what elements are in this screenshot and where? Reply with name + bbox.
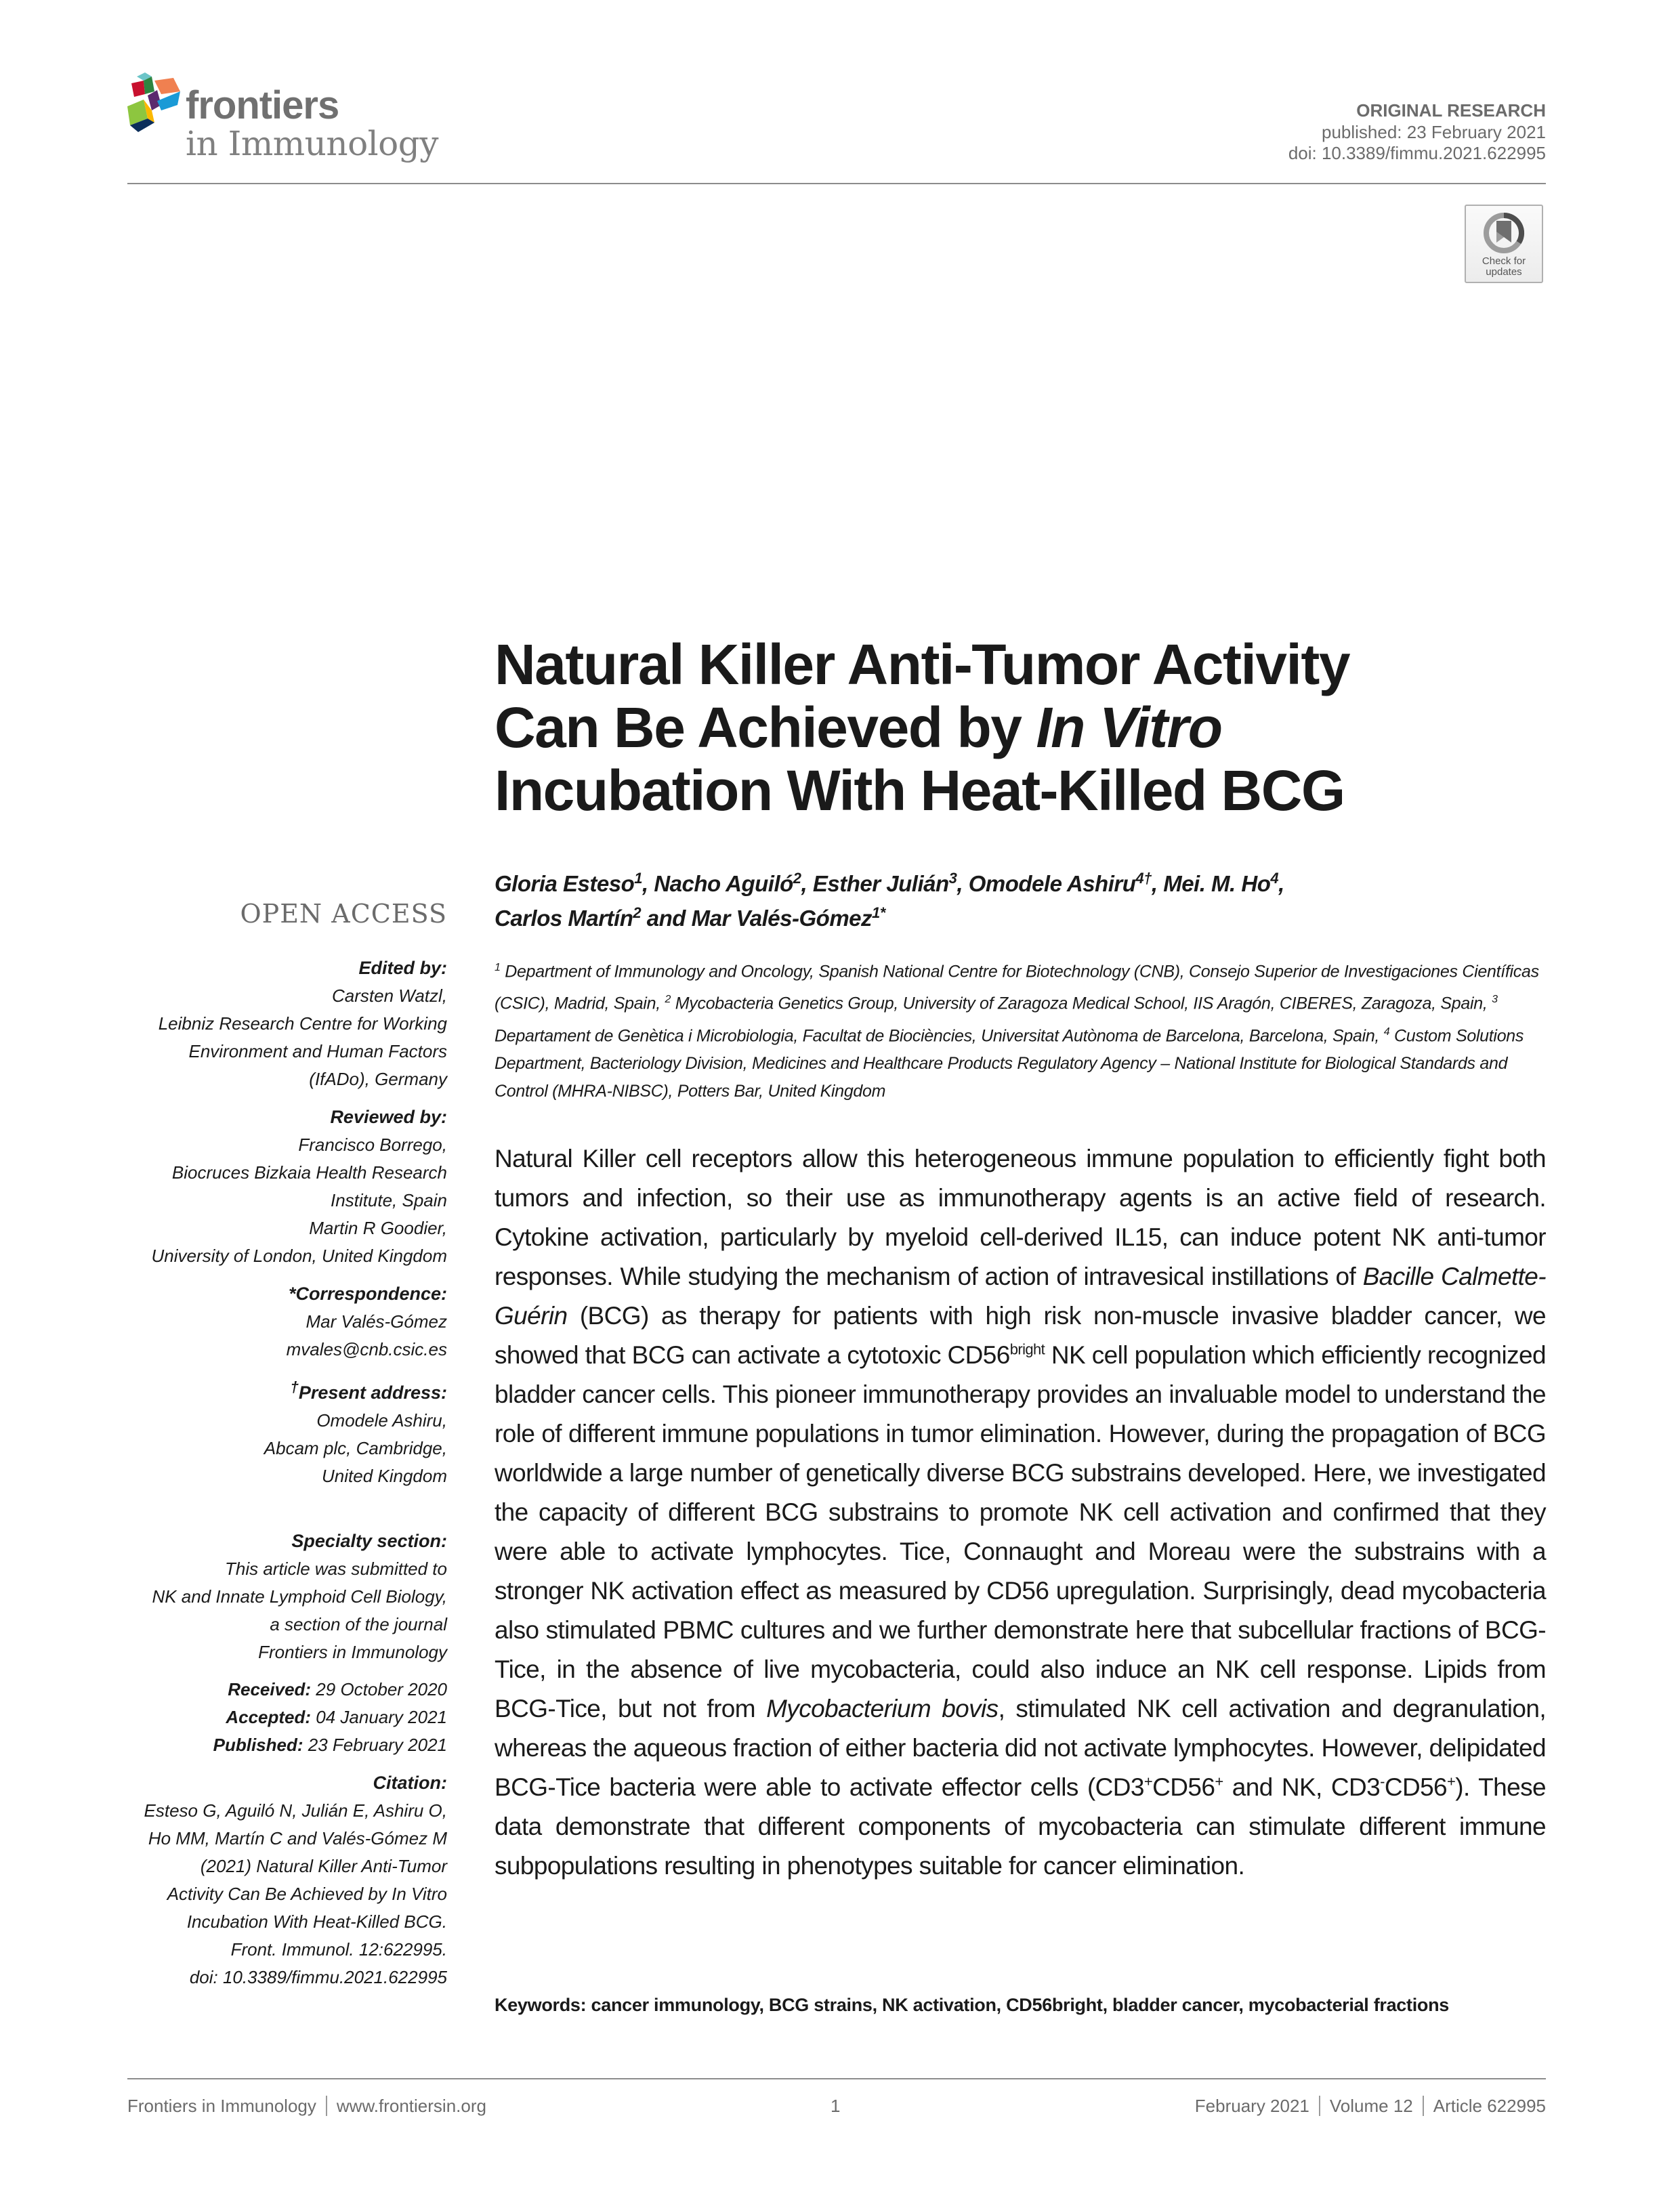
correspondent-email-link[interactable]: mvales@cnb.csic.es bbox=[286, 1339, 447, 1359]
title-line-1: Natural Killer Anti-Tumor Activity bbox=[495, 633, 1350, 696]
reviewer-name[interactable]: Francisco Borrego, bbox=[298, 1135, 447, 1155]
author-name[interactable]: Esther Julián bbox=[812, 871, 949, 896]
published-date: published: 23 February 2021 bbox=[1321, 121, 1546, 142]
footer-date: February 2021 bbox=[1194, 2096, 1309, 2116]
article-meta-header bbox=[1288, 100, 1546, 165]
specialty-line: NK and Innate Lymphoid Cell Biology, bbox=[152, 1586, 447, 1607]
author-separator: , bbox=[642, 871, 654, 896]
abstract-sup: bright bbox=[1009, 1340, 1045, 1358]
affil-sup: 2 bbox=[665, 994, 671, 1006]
badge-label-line1: Check for bbox=[1482, 255, 1526, 267]
open-access-label: OPEN ACCESS bbox=[240, 899, 447, 929]
published-value: 23 February 2021 bbox=[303, 1735, 447, 1755]
author-affil-sup: 1 bbox=[634, 870, 642, 887]
frontiers-cubes-logo-icon bbox=[127, 71, 183, 133]
author-name[interactable]: Mar Valés-Gómez bbox=[691, 906, 873, 931]
specialty-line: a section of the journal bbox=[270, 1614, 447, 1634]
author-affil-sup: 2 bbox=[633, 904, 642, 921]
correspondence-section bbox=[108, 1279, 447, 1363]
footer-separator bbox=[1423, 2096, 1424, 2116]
edited-by-section bbox=[108, 954, 447, 1093]
keywords-label: Keywords: bbox=[495, 1995, 591, 2015]
author-affil-sup: 3 bbox=[948, 870, 957, 887]
affil-sup: 4 bbox=[1383, 1025, 1390, 1038]
author-affil-sup: 4† bbox=[1135, 870, 1152, 887]
accepted-label: Accepted: bbox=[226, 1707, 312, 1727]
affil-sup: 1 bbox=[495, 962, 501, 973]
author-affil-sup: 2 bbox=[793, 870, 801, 887]
citation-line: (2021) Natural Killer Anti-Tumor bbox=[200, 1856, 447, 1876]
specialty-line: This article was submitted to bbox=[224, 1559, 447, 1579]
affiliation-text: Department of Immunology and Oncology, Spanish National Centre for Biotechnology (CNB), Consejo Superior de Investigaciones Científicas (CSIC), Madrid, Spain, bbox=[495, 962, 1539, 1013]
specialty-line: Frontiers in Immunology bbox=[258, 1642, 447, 1662]
reviewed-by-heading: Reviewed by: bbox=[330, 1107, 447, 1127]
keywords-list: cancer immunology, BCG strains, NK activation, CD56bright, bladder cancer, mycobacterial fractions bbox=[591, 1995, 1450, 2015]
present-address-heading bbox=[108, 1373, 447, 1407]
present-address-label: Present address: bbox=[298, 1382, 447, 1403]
footer-separator bbox=[326, 2096, 327, 2116]
citation-line: Esteso G, Aguiló N, Julián E, Ashiru O, bbox=[144, 1800, 447, 1821]
abstract-sup: + bbox=[1447, 1773, 1456, 1790]
reviewer-affiliation: Institute, Spain bbox=[331, 1190, 447, 1210]
abstract-text: CD56 bbox=[1384, 1773, 1448, 1801]
badge-label-line2: updates bbox=[1486, 266, 1522, 278]
abstract-text: ). These data demonstrate that different components of mycobacteria can stimulate different immune subpopulations resulting in phenotypes suitable for cancer elimination. bbox=[495, 1773, 1547, 1880]
journal-logo[interactable] bbox=[127, 71, 466, 173]
keywords bbox=[495, 1995, 1551, 2016]
reviewer-affiliation: University of London, United Kingdom bbox=[151, 1246, 447, 1266]
author-affil-sup: 1* bbox=[872, 904, 885, 921]
citation-line: Activity Can Be Achieved by In Vitro bbox=[167, 1884, 447, 1904]
affiliations bbox=[495, 954, 1551, 1105]
dagger-mark: † bbox=[290, 1378, 299, 1395]
abstract-sup: + bbox=[1143, 1773, 1153, 1790]
citation-line: Front. Immunol. 12:622995. bbox=[230, 1939, 447, 1960]
abstract-text: and NK, CD3 bbox=[1223, 1773, 1381, 1801]
abstract-italic-mbovis: Mycobacterium bovis bbox=[766, 1695, 999, 1722]
abstract-sup: + bbox=[1215, 1773, 1223, 1790]
dates-section bbox=[108, 1676, 447, 1759]
author-name[interactable]: Gloria Esteso bbox=[495, 871, 635, 896]
citation-line: Ho MM, Martín C and Valés-Gómez M bbox=[148, 1828, 447, 1848]
author-name[interactable]: Nacho Aguiló bbox=[654, 871, 793, 896]
article-info-sidebar bbox=[108, 901, 447, 2001]
accepted-value: 04 January 2021 bbox=[311, 1707, 447, 1727]
footer-divider bbox=[127, 2078, 1546, 2079]
present-address-line: United Kingdom bbox=[322, 1466, 447, 1486]
published-label: Published: bbox=[213, 1735, 303, 1755]
check-for-updates-button[interactable] bbox=[1465, 205, 1543, 283]
author-separator: , bbox=[1278, 871, 1284, 896]
affiliation-text: Custom Solutions Department, Bacteriology Division, Medicines and Healthcare Products Regulatory Agency – National Institute for Biological Standards and Control (MHRA-NIBSC), Potters Bar, United Kingdom bbox=[495, 1025, 1524, 1101]
author-name[interactable]: Mei. M. Ho bbox=[1163, 871, 1271, 896]
affiliation-text: Departament de Genètica i Microbiologia, Facultat de Biociències, Universitat Autònoma de Barcelona, Barcelona, Spain, bbox=[495, 1025, 1384, 1045]
abstract-italic-bcg: Bacille Calmette-Guérin bbox=[495, 1263, 1547, 1330]
title-line-3: Incubation With Heat-Killed BCG bbox=[495, 759, 1345, 822]
author-separator: , bbox=[957, 871, 969, 896]
received-value: 29 October 2020 bbox=[311, 1679, 447, 1699]
reviewer-affiliation: Biocruces Bizkaia Health Research bbox=[171, 1162, 447, 1183]
article-type: ORIGINAL RESEARCH bbox=[1356, 100, 1546, 121]
editor-affiliation: (IfADo), Germany bbox=[309, 1069, 447, 1089]
abstract-sup: - bbox=[1380, 1773, 1385, 1790]
specialty-heading: Specialty section: bbox=[291, 1531, 447, 1551]
present-address-line: Omodele Ashiru, bbox=[316, 1410, 447, 1431]
author-separator: , bbox=[801, 871, 813, 896]
logo-wordmark: frontiers bbox=[186, 83, 339, 127]
footer-website-link[interactable]: www.frontiersin.org bbox=[336, 2096, 486, 2116]
page-number: 1 bbox=[831, 2096, 841, 2116]
reviewed-by-section bbox=[108, 1103, 447, 1270]
edited-by-heading: Edited by: bbox=[358, 958, 447, 978]
abstract-text: NK cell population which efficiently recognized bladder cancer cells. This pioneer immunotherapy provides an invaluable model to understand the role of different immune populations in tumor elimination. However, during the propagation of BCG worldwide a large number of genetically diverse BCG substrains developed. Here, we investigated the capacity of different BCG substrains to promote NK cell activation and confirmed that they were able to activate lymphocytes. Tice, Connaught and Moreau were the substrains with a stronger NK activation effect as measured by CD56 upregulation. Surprisingly, dead mycobacteria also stimulated PBMC cultures and we further demonstrate here that subcellular fractions of BCG-Tice, in the absence of live mycobacteria, could also induce an NK cell response. Lipids from BCG-Tice, but not from bbox=[495, 1341, 1546, 1722]
article-title bbox=[495, 633, 1551, 822]
footer-volume: Volume 12 bbox=[1329, 2096, 1413, 2116]
author-separator: and bbox=[641, 906, 692, 931]
footer-journal-name: Frontiers in Immunology bbox=[127, 2096, 316, 2116]
editor-name[interactable]: Carsten Watzl, bbox=[331, 986, 447, 1006]
specialty-section bbox=[108, 1527, 447, 1666]
present-address-line: Abcam plc, Cambridge, bbox=[264, 1438, 447, 1458]
doi-link[interactable]: doi: 10.3389/fimmu.2021.622995 bbox=[1288, 143, 1546, 164]
bookmark-badge-icon bbox=[1482, 211, 1526, 255]
affiliation-text: Mycobacteria Genetics Group, University of Zaragoza Medical School, IIS Aragón, CIBERES, Zaragoza, Spain, bbox=[671, 994, 1492, 1013]
header-divider bbox=[127, 183, 1546, 184]
abstract-text: , stimulated NK cell activation and degranulation, whereas the aqueous fraction of either bacteria did not activate lymphocytes. However, delipidated BCG-Tice bacteria were able to activate effector cells (CD3 bbox=[495, 1695, 1547, 1801]
editor-affiliation: Environment and Human Factors bbox=[188, 1041, 447, 1061]
footer-article-number: Article 622995 bbox=[1433, 2096, 1546, 2116]
author-name[interactable]: Carlos Martín bbox=[495, 906, 633, 931]
received-date bbox=[108, 1676, 447, 1704]
author-name[interactable]: Omodele Ashiru bbox=[968, 871, 1136, 896]
author-affil-sup: 4 bbox=[1270, 870, 1279, 887]
correspondence-heading: *Correspondence: bbox=[288, 1284, 447, 1304]
citation-heading: Citation: bbox=[373, 1773, 447, 1793]
present-address-section bbox=[108, 1373, 447, 1490]
editor-affiliation: Leibniz Research Centre for Working bbox=[158, 1013, 447, 1034]
footer-separator bbox=[1319, 2096, 1320, 2116]
footer-journal-info bbox=[127, 2096, 486, 2117]
accepted-date bbox=[108, 1704, 447, 1731]
received-label: Received: bbox=[228, 1679, 312, 1699]
reviewer-name[interactable]: Martin R Goodier, bbox=[309, 1218, 447, 1238]
footer-issue-info bbox=[1195, 2096, 1546, 2117]
title-line-2: Can Be Achieved by bbox=[495, 696, 1036, 759]
affil-sup: 3 bbox=[1492, 994, 1498, 1006]
abstract-text: Natural Killer cell receptors allow this heterogeneous immune population to efficiently fight both tumors and infection, so their use as immunotherapy agents is an active field of research. Cytokine activation, particularly by myeloid cell-derived IL15, can induce potent NK anti-tumor responses. While studying the mechanism of action of intravesical instillations of bbox=[495, 1145, 1546, 1290]
author-list bbox=[495, 864, 1551, 933]
citation-doi-link[interactable]: doi: 10.3389/fimmu.2021.622995 bbox=[189, 1967, 447, 1987]
title-italic-in-vitro: In Vitro bbox=[1036, 696, 1222, 759]
published-date-sidebar bbox=[108, 1731, 447, 1759]
abstract-text: CD56 bbox=[1152, 1773, 1215, 1801]
citation-section bbox=[108, 1769, 447, 1991]
abstract-text: (BCG) as therapy for patients with high risk non-muscle invasive bladder cancer, we showed that BCG can activate a cytotoxic CD56 bbox=[495, 1302, 1546, 1369]
abstract bbox=[495, 1139, 1546, 1886]
citation-line: Incubation With Heat-Killed BCG. bbox=[186, 1911, 447, 1932]
author-separator: , bbox=[1151, 871, 1164, 896]
logo-journal-name: in Immunology bbox=[186, 124, 439, 163]
correspondent-name: Mar Valés-Gómez bbox=[306, 1311, 447, 1332]
